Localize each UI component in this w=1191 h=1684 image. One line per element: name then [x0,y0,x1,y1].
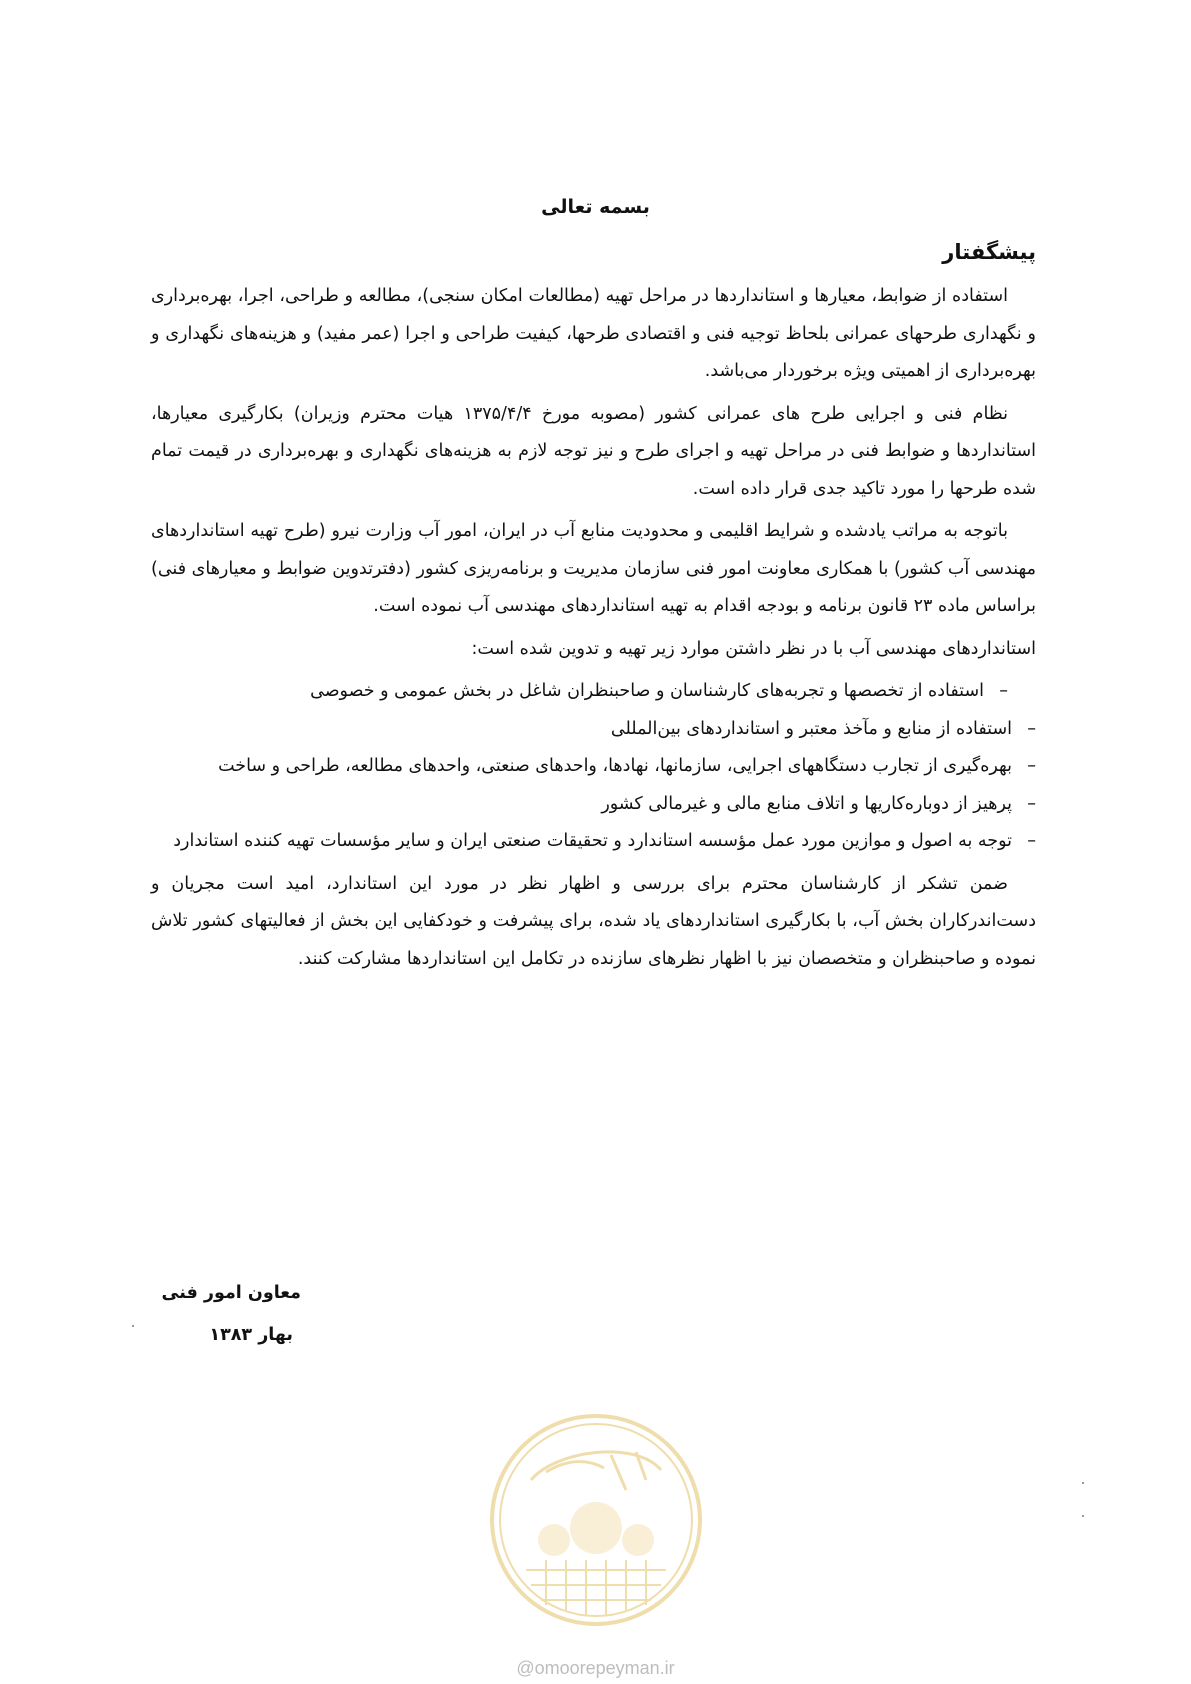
paragraph-4: استانداردهای مهندسی آب با در نظر داشتن موارد زیر تهیه و تدوین شده است: [471,638,1036,659]
list-item: – بهره‌گیری از تجارب دستگاههای اجرایی، سازمانها، نهادها، واحدهای صنعتی، واحدهای مطالعه، طراحی و ساخت [151,748,1036,786]
criteria-list [151,673,1036,861]
list-item: – استفاده از منابع و مآخذ معتبر و استانداردهای بین‌المللی [151,711,1036,749]
paragraph-5: ضمن تشکر از کارشناسان محترم برای بررسی و اظهار نظر در مورد این استاندارد، امید است مجریان و دست‌اندرکاران بخش آب، با بکارگیری استانداردهای یاد شده، برای پیشرفت و خودکفایی این بخش از فعالیتهای کشور تلاش نموده و صاحبنظران و متخصصان نیز با اظهار نظرهای سازنده در تکامل این استانداردها مشارکت کنند. [151,873,1036,969]
paragraph-1: استفاده از ضوابط، معیارها و استانداردها در مراحل تهیه (مطالعات امکان سنجی)، مطالعه و طراحی، اجرا، بهره‌برداری و نگهداری طرحهای عمرانی بلحاظ توجیه فنی و اقتصادی طرحها، کیفیت طراحی و اجرا (عمر مفید) و هزینه‌های نگهداری و بهره‌برداری از اهمیتی ویژه برخوردار می‌باشد. [151,286,1036,381]
paragraph-3: باتوجه به مراتب یادشده و شرایط اقلیمی و محدودیت منابع آب در ایران، امور آب وزارت نیرو (طرح تهیه استانداردهای مهندسی آب کشور) با همکاری معاونت امور فنی سازمان مدیریت و برنامه‌ریزی کشور (دفترتدوین ضوابط و معیارهای فنی) براساس ماده ۲۳ قانون برنامه و بودجه اقدام به تهیه استانداردهای مهندسی آب نموده است. [151,521,1036,616]
signature-title: معاون امور فنی [161,1283,301,1303]
list-item: – استفاده از تخصصها و تجربه‌های کارشناسان و صاحبنظران شاغل در بخش عمومی و خصوصی [151,673,1008,711]
signature-block [101,1272,301,1356]
list-item: – توجه به اصول و موازین مورد عمل مؤسسه استاندارد و تحقیقات صنعتی ایران و سایر مؤسسات تهیه کننده استاندارد [151,823,1036,861]
scan-speck [132,1325,134,1327]
list-item: – پرهیز از دوباره‌کاریها و اتلاف منابع مالی و غیرمالی کشور [151,786,1036,824]
scan-speck [1082,1515,1084,1517]
body-text [151,278,1036,983]
section-title: پیشگفتار [942,240,1036,264]
paragraph-2: نظام فنی و اجرایی طرح های عمرانی کشور (مصوبه مورخ ۱۳۷۵/۴/۴ هیات محترم وزیران) بکارگیری معیارها، استانداردها و ضوابط فنی در مراحل تهیه و اجرای طرح و نیز توجه لازم به هزینه‌های نگهداری و بهره‌برداری در قیمت تمام شده طرحها را مورد تاکید جدی قرار داده است. [151,403,1036,499]
basmala-heading: بسمه تعالی [541,196,650,218]
scan-speck [1082,1482,1084,1484]
watermark-seal-icon [486,1410,706,1630]
watermark-caption: @omoorepeyman.ir [516,1658,675,1678]
signature-date: بهار ۱۳۸۳ [209,1325,293,1345]
